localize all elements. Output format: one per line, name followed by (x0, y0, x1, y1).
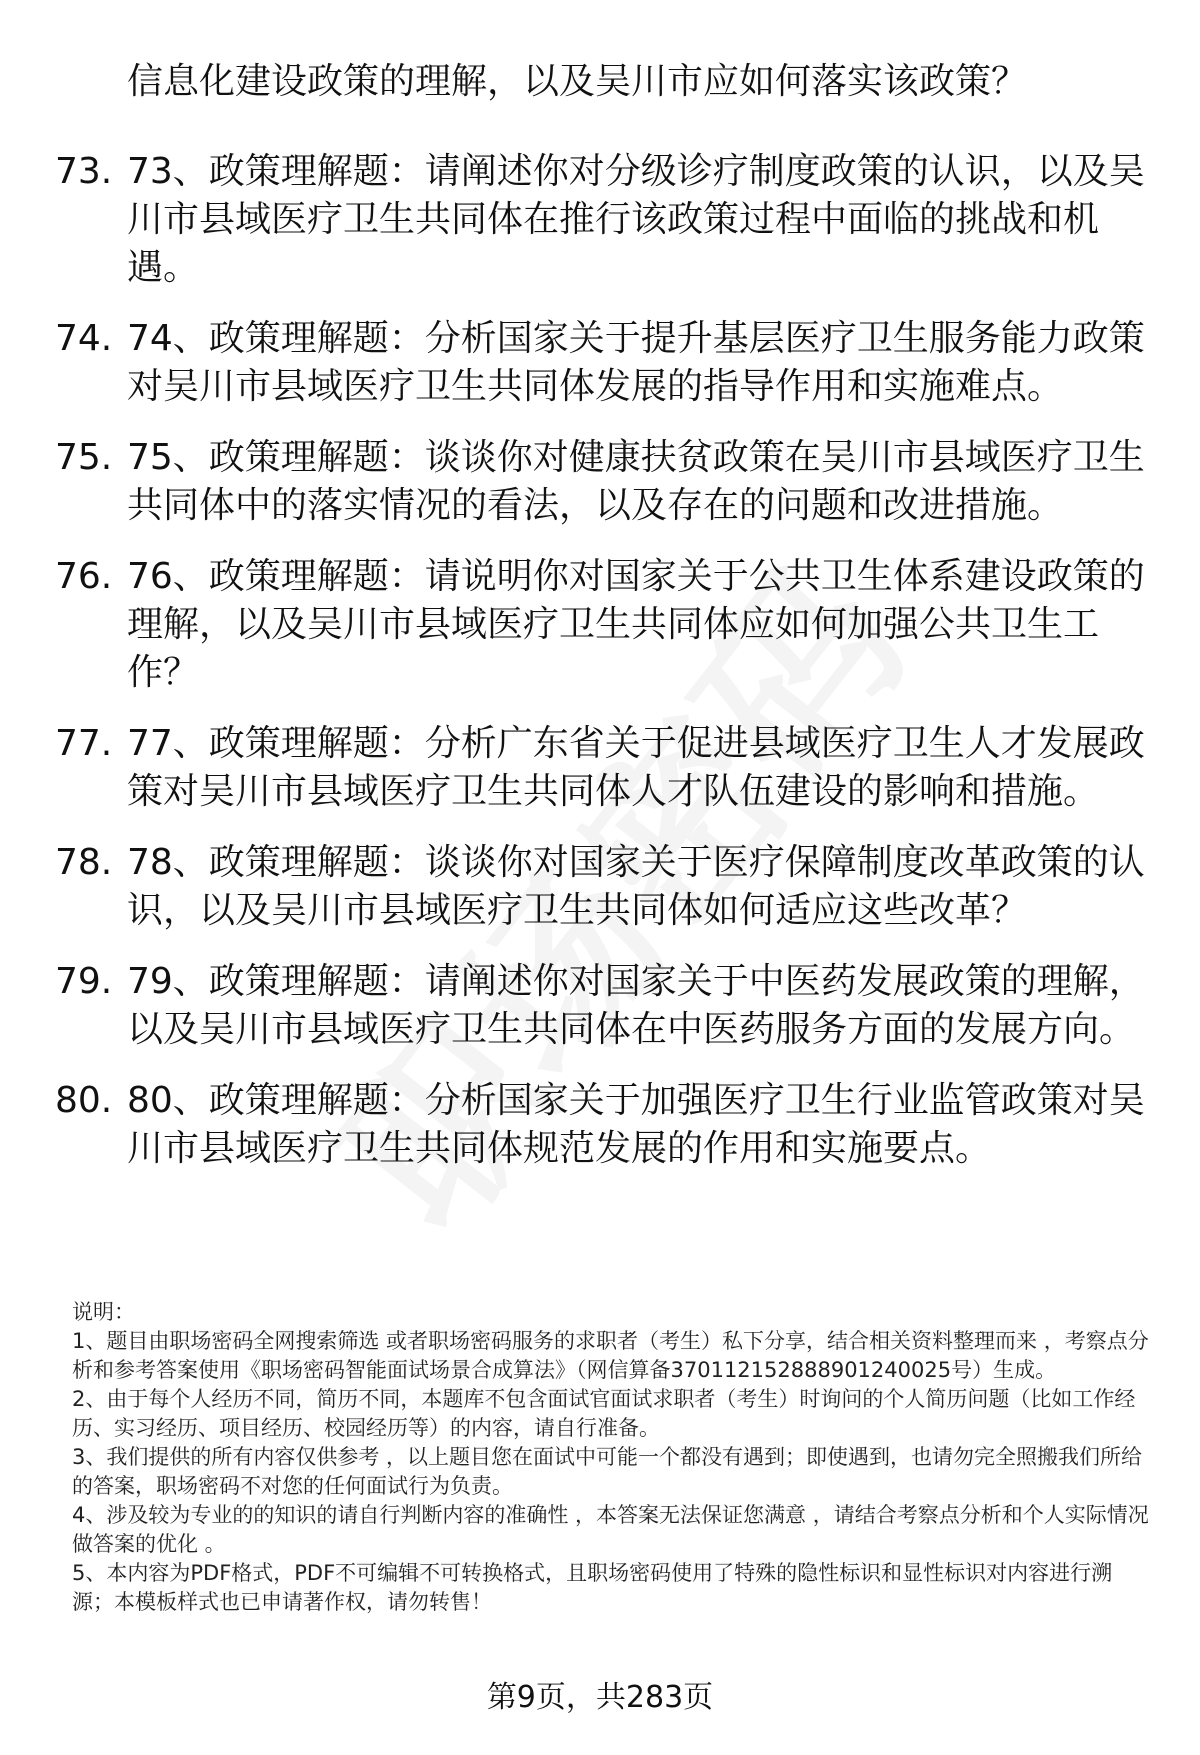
question-text: 74、政策理解题：分析国家关于提升基层医疗卫生服务能力政策对吴川市县域医疗卫生共同体发展的指导作用和实施难点。 (127, 318, 1145, 407)
question-text: 75、政策理解题：谈谈你对健康扶贫政策在吴川市县域医疗卫生共同体中的落实情况的看法，以及存在的问题和改进措施。 (127, 437, 1145, 526)
question-text: 80、政策理解题：分析国家关于加强医疗卫生行业监管政策对吴川市县域医疗卫生共同体规范发展的作用和实施要点。 (127, 1080, 1145, 1169)
question-number: 80. (55, 1080, 113, 1121)
note-item: 2、由于每个人经历不同，简历不同，本题库不包含面试官面试求职者（考生）时询问的个人简历问题（比如工作经历、实习经历、项目经历、校园经历等）的内容，请自行准备。 (72, 1387, 1136, 1440)
question-text: 76、政策理解题：请说明你对国家关于公共卫生体系建设政策的理解，以及吴川市县域医疗卫生共同体应如何加强公共卫生工作？ (127, 556, 1145, 693)
question-item (0, 434, 1200, 530)
question-item (0, 720, 1200, 816)
question-item (0, 553, 1200, 697)
question-item (0, 315, 1200, 411)
question-item (0, 1077, 1200, 1173)
question-item (0, 958, 1200, 1054)
question-number: 76. (55, 556, 113, 597)
question-text: 78、政策理解题：谈谈你对国家关于医疗保障制度改革政策的认识，以及吴川市县域医疗卫生共同体如何适应这些改革？ (127, 842, 1145, 931)
notes-section (72, 1298, 1152, 1617)
question-number: 78. (55, 842, 113, 883)
question-number: 74. (55, 318, 113, 359)
question-text: 79、政策理解题：请阐述你对国家关于中医药发展政策的理解，以及吴川市县域医疗卫生共同体在中医药服务方面的发展方向。 (127, 961, 1145, 1050)
page-number: 第9页，共283页 (486, 1680, 714, 1715)
note-item: 1、题目由职场密码全网搜索筛选 或者职场密码服务的求职者（考生）私下分享，结合相关资料整理而来 ，考察点分析和参考答案使用《职场密码智能面试场景合成算法》（网信算备370112152888901240025号）生成。 (72, 1329, 1149, 1382)
note-item: 4、涉及较为专业的的知识的请自行判断内容的准确性 ，本答案无法保证您满意 ，请结合考察点分析和个人实际情况做答案的优化 。 (72, 1503, 1149, 1556)
question-item (0, 148, 1200, 292)
question-text: 73、政策理解题：请阐述你对分级诊疗制度政策的认识，以及吴川市县域医疗卫生共同体在推行该政策过程中面临的挑战和机遇。 (127, 151, 1145, 288)
question-number: 75. (55, 437, 113, 478)
question-number: 79. (55, 961, 113, 1002)
question-text: 77、政策理解题：分析广东省关于促进县域医疗卫生人才发展政策对吴川市县域医疗卫生共同体人才队伍建设的影响和措施。 (127, 723, 1145, 812)
note-item: 5、本内容为PDF格式，PDF不可编辑不可转换格式，且职场密码使用了特殊的隐性标识和显性标识对内容进行溯源；本模板样式也已申请著作权，请勿转售！ (72, 1561, 1113, 1614)
notes-title: 说明： (72, 1300, 135, 1324)
question-number: 73. (55, 151, 113, 192)
question-item (0, 839, 1200, 935)
question-number: 77. (55, 723, 113, 764)
note-item: 3、我们提供的所有内容仅供参考 ，以上题目您在面试中可能一个都没有遇到；即使遇到，也请勿完全照搬我们所给的答案，职场密码不对您的任何面试行为负责。 (72, 1445, 1143, 1498)
question-list (0, 148, 1200, 1173)
continuation-text: 信息化建设政策的理解，以及吴川市应如何落实该政策？ (127, 61, 1028, 102)
